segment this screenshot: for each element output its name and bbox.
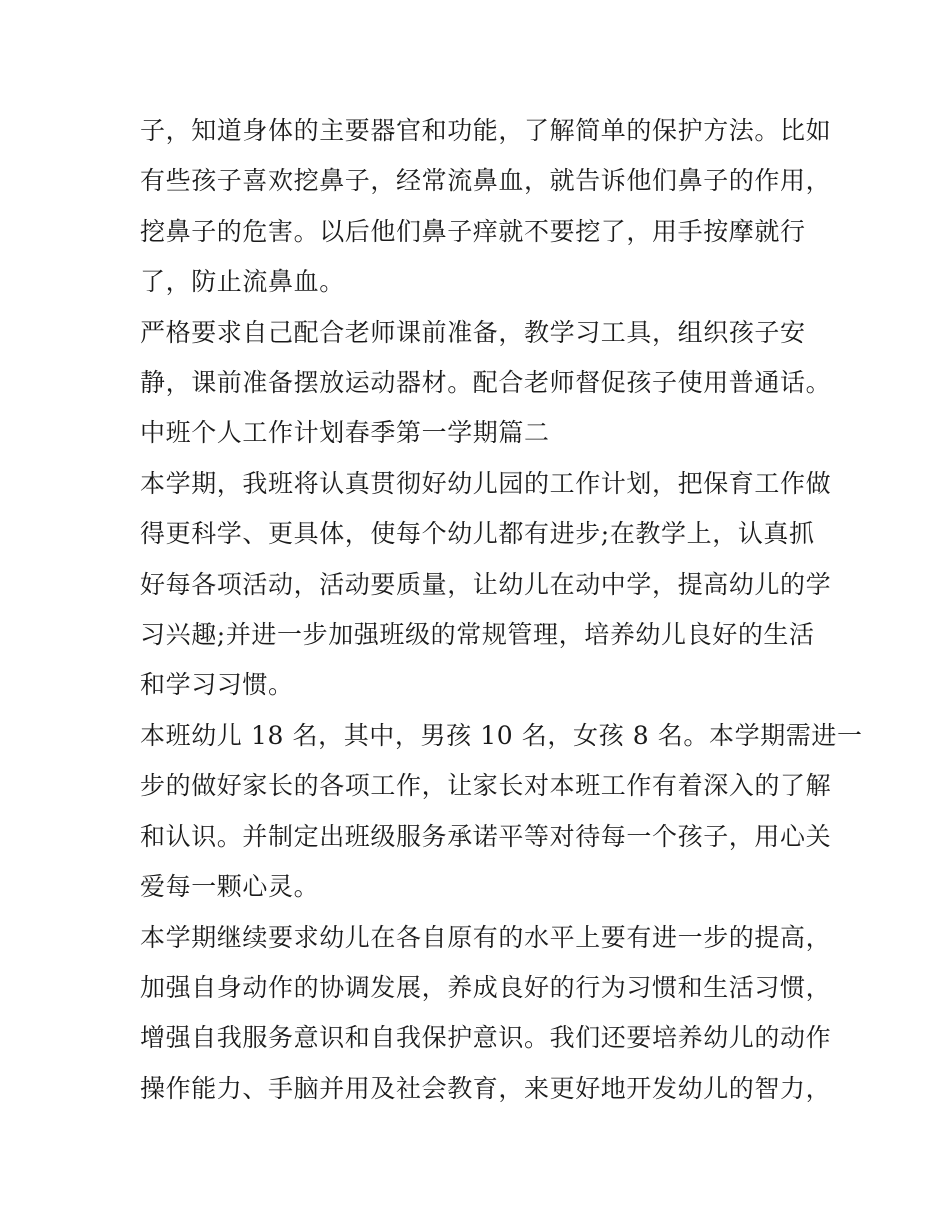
text-line: 静，课前准备摆放运动器材。配合老师督促孩子使用普通话。 [140, 368, 832, 398]
paragraph-development-goals [140, 913, 832, 1115]
text-line: 本学期，我班将认真贯彻好幼儿园的工作计划，把保育工作做 [140, 468, 832, 498]
text-line: 好每各项活动，活动要质量，让幼儿在动中学，提高幼儿的学 [140, 569, 832, 599]
paragraph-body-organs [140, 106, 832, 308]
text-line: 得更科学、更具体，使每个幼儿都有进步;在教学上，认真抓 [140, 519, 815, 549]
paragraph-teacher-assist [140, 308, 832, 409]
text-line: 加强自身动作的协调发展，养成良好的行为习惯和生活习惯， [140, 972, 832, 1002]
text-line: 步的做好家长的各项工作，让家长对本班工作有着深入的了解 [140, 771, 832, 801]
text-line: 和认识。并制定出班级服务承诺平等对待每一个孩子，用心关 [140, 821, 832, 851]
section-heading [140, 408, 820, 458]
text-line: 严格要求自己配合老师课前准备，教学习工具，组织孩子安 [140, 317, 806, 347]
text-line: 和学习习惯。 [140, 670, 294, 700]
paragraph-class-info [140, 711, 863, 913]
text-line: 爱每一颗心灵。 [140, 872, 320, 902]
text-line: 增强自我服务意识和自我保护意识。我们还要培养幼儿的动作 [140, 1023, 832, 1053]
text-line: 习兴趣;并进一步加强班级的常规管理，培养幼儿良好的生活 [140, 620, 815, 650]
document-body [140, 106, 863, 1114]
text-line: 有些孩子喜欢挖鼻子，经常流鼻血，就告诉他们鼻子的作用， [140, 166, 832, 196]
paragraph-semester-plan [140, 459, 832, 711]
text-line: 操作能力、手脑并用及社会教育，来更好地开发幼儿的智力， [140, 1073, 832, 1103]
text-line: 挖鼻子的危害。以后他们鼻子痒就不要挖了，用手按摩就行 [140, 216, 806, 246]
text-line: 本学期继续要求幼儿在各自原有的水平上要有进一步的提高， [140, 922, 832, 952]
text-line: 了，防止流鼻血。 [140, 267, 345, 297]
heading-line: 中班个人工作计划春季第一学期篇二 [140, 418, 550, 448]
text-line: 子，知道身体的主要器官和功能，了解简单的保护方法。比如 [140, 116, 832, 145]
text-line: 本班幼儿 18 名，其中，男孩 10 名，女孩 8 名。本学期需进一 [140, 720, 863, 750]
